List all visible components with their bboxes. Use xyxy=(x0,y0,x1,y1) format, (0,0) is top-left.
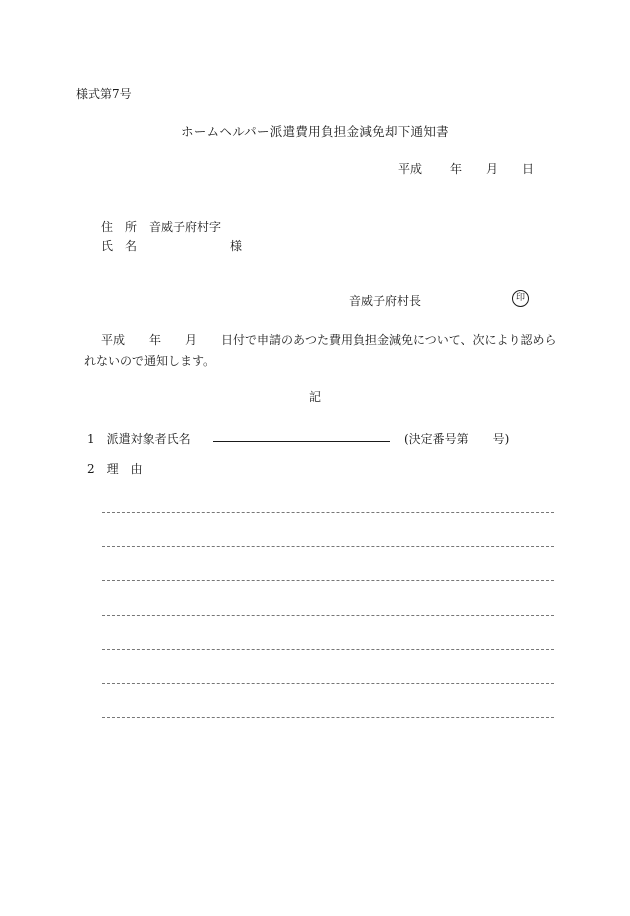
item-2-label: 2 理 由 xyxy=(87,462,143,476)
reason-line xyxy=(102,717,554,718)
reason-line xyxy=(102,512,554,513)
item-1-name-blank xyxy=(213,441,390,442)
date-year: 年 xyxy=(450,162,463,176)
address-label: 住 所 xyxy=(101,220,138,234)
recipient-name-label: 氏 名 xyxy=(101,239,138,253)
date-day: 日 xyxy=(522,162,535,176)
recipient-address xyxy=(101,218,221,235)
form-number: 様式第7号 xyxy=(76,87,132,101)
decision-number: (決定番号第 号) xyxy=(404,432,510,446)
issuer-name: 音威子府村長 xyxy=(349,294,422,308)
item-1-label: 1 派遣対象者氏名 xyxy=(87,432,191,446)
reason-line xyxy=(102,615,554,616)
seal-mark: 印 xyxy=(512,290,529,307)
document-title: ホームヘルパー派遣費用負担金減免却下通知書 xyxy=(181,124,449,139)
body-text-line-1: 平成 年 月 日付で申請のあつた費用負担金減免について、次により認めら xyxy=(101,333,557,347)
recipient-honorific: 様 xyxy=(230,239,243,253)
date-month: 月 xyxy=(486,162,499,176)
ki-heading: 記 xyxy=(308,390,321,404)
reason-line xyxy=(102,546,554,547)
reason-line xyxy=(102,580,554,581)
date-era: 平成 xyxy=(398,162,423,176)
issue-date xyxy=(398,160,534,177)
body-text-line-2: れないので通知します。 xyxy=(84,354,216,368)
reason-line xyxy=(102,649,554,650)
address-value: 音威子府村字 xyxy=(149,220,222,234)
reason-line xyxy=(102,683,554,684)
